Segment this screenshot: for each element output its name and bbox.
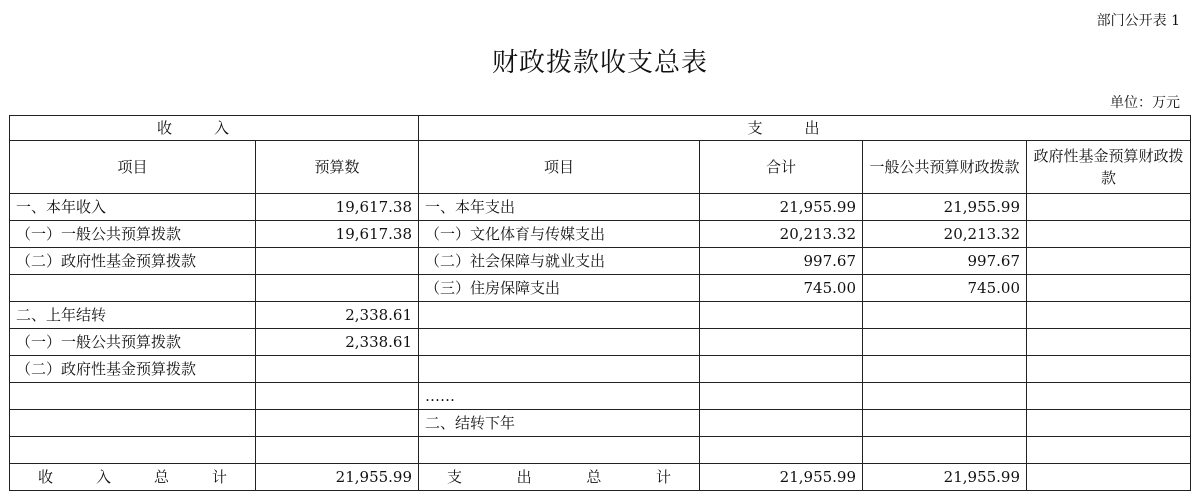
income-amount-cell: 2,338.61: [256, 329, 419, 356]
expense-general-total: 21,955.99: [863, 464, 1027, 491]
expense-general-cell: [863, 437, 1027, 464]
income-total-label-char: 收: [38, 468, 54, 486]
expense-item-cell: （一）文化体育与传媒支出: [419, 221, 700, 248]
income-item-header: 项目: [10, 141, 256, 194]
expense-section-header: 支出: [419, 116, 1191, 141]
income-item-cell: [10, 383, 256, 410]
expense-general-cell: [863, 356, 1027, 383]
table-row: [10, 194, 1191, 221]
income-total-label-char: 入: [95, 468, 111, 486]
income-item-cell: 二、上年结转: [10, 302, 256, 329]
expense-total-label-char: 出: [516, 468, 532, 486]
expense-general-header: 一般公共预算财政拨款: [863, 141, 1027, 194]
income-amount-cell: [256, 437, 419, 464]
expense-total-label-char: 总: [586, 468, 602, 486]
expense-total-cell: 745.00: [700, 275, 863, 302]
table-row: [10, 275, 1191, 302]
expense-item-cell: [419, 302, 700, 329]
income-amount-cell: [256, 383, 419, 410]
expense-general-cell: [863, 383, 1027, 410]
income-item-cell: （一）一般公共预算拨款: [10, 221, 256, 248]
income-item-cell: （一）一般公共预算拨款: [10, 329, 256, 356]
page-title: 财政拨款收支总表: [491, 48, 708, 78]
expense-total-cell: [700, 410, 863, 437]
income-total-label: [10, 464, 256, 491]
table-row: [10, 248, 1191, 275]
expense-total-header: 合计: [700, 141, 863, 194]
expense-total-amount: 21,955.99: [700, 464, 863, 491]
expense-total-cell: 21,955.99: [700, 194, 863, 221]
expense-total-cell: [700, 437, 863, 464]
expense-item-cell: 一、本年支出: [419, 194, 700, 221]
expense-fund-header: 政府性基金预算财政拨款: [1027, 141, 1191, 194]
table-row: [10, 329, 1191, 356]
expense-item-cell: [419, 329, 700, 356]
unit-label: 单位：万元: [1110, 95, 1180, 111]
expense-total-label-char: 支: [447, 468, 463, 486]
income-item-cell: [10, 410, 256, 437]
expense-general-cell: [863, 302, 1027, 329]
income-item-cell: [10, 275, 256, 302]
income-budget-header: 预算数: [256, 141, 419, 194]
expense-general-cell: 21,955.99: [863, 194, 1027, 221]
expense-total-cell: [700, 383, 863, 410]
income-item-cell: [10, 437, 256, 464]
income-amount-cell: 19,617.38: [256, 194, 419, 221]
expense-fund-cell: [1027, 221, 1191, 248]
income-amount-cell: [256, 275, 419, 302]
expense-general-cell: 745.00: [863, 275, 1027, 302]
expense-item-cell: （三）住房保障支出: [419, 275, 700, 302]
income-item-cell: （二）政府性基金预算拨款: [10, 248, 256, 275]
expense-total-cell: [700, 329, 863, 356]
income-amount-cell: [256, 248, 419, 275]
expense-item-cell: [419, 356, 700, 383]
income-amount-cell: [256, 356, 419, 383]
expense-fund-cell: [1027, 410, 1191, 437]
expense-item-cell: [419, 437, 700, 464]
table-number-label: 部门公开表 1: [1096, 13, 1180, 29]
expense-item-cell: ……: [419, 383, 700, 410]
expense-total-label-char: 计: [655, 468, 671, 486]
expense-general-cell: 20,213.32: [863, 221, 1027, 248]
totals-row: [10, 464, 1191, 491]
income-total-label-char: 总: [153, 468, 169, 486]
expense-total-cell: [700, 356, 863, 383]
income-item-cell: （二）政府性基金预算拨款: [10, 356, 256, 383]
table-row: [10, 437, 1191, 464]
column-header-row: [10, 141, 1191, 194]
expense-fund-cell: [1027, 356, 1191, 383]
expense-total-cell: [700, 302, 863, 329]
expense-total-label: [419, 464, 700, 491]
expense-fund-cell: [1027, 329, 1191, 356]
expense-fund-cell: [1027, 437, 1191, 464]
table-row: [10, 383, 1191, 410]
income-amount-cell: 2,338.61: [256, 302, 419, 329]
expense-total-cell: 20,213.32: [700, 221, 863, 248]
section-header-row: [10, 116, 1191, 141]
table-row: [10, 221, 1191, 248]
table-row: [10, 356, 1191, 383]
income-total-label-char: 计: [211, 468, 227, 486]
expense-total-cell: 997.67: [700, 248, 863, 275]
expense-general-cell: [863, 410, 1027, 437]
expense-fund-cell: [1027, 383, 1191, 410]
expense-item-cell: （二）社会保障与就业支出: [419, 248, 700, 275]
expense-fund-cell: [1027, 194, 1191, 221]
expense-general-cell: 997.67: [863, 248, 1027, 275]
expense-fund-total: [1027, 464, 1191, 491]
income-amount-cell: [256, 410, 419, 437]
expense-fund-cell: [1027, 302, 1191, 329]
expense-general-cell: [863, 329, 1027, 356]
income-section-header: 收入: [10, 116, 419, 141]
income-item-cell: 一、本年收入: [10, 194, 256, 221]
expense-fund-cell: [1027, 275, 1191, 302]
budget-summary-table: [9, 115, 1191, 491]
table-row: [10, 410, 1191, 437]
income-amount-cell: 19,617.38: [256, 221, 419, 248]
expense-item-header: 项目: [419, 141, 700, 194]
expense-item-cell: 二、结转下年: [419, 410, 700, 437]
expense-fund-cell: [1027, 248, 1191, 275]
income-total-amount: 21,955.99: [256, 464, 419, 491]
table-row: [10, 302, 1191, 329]
